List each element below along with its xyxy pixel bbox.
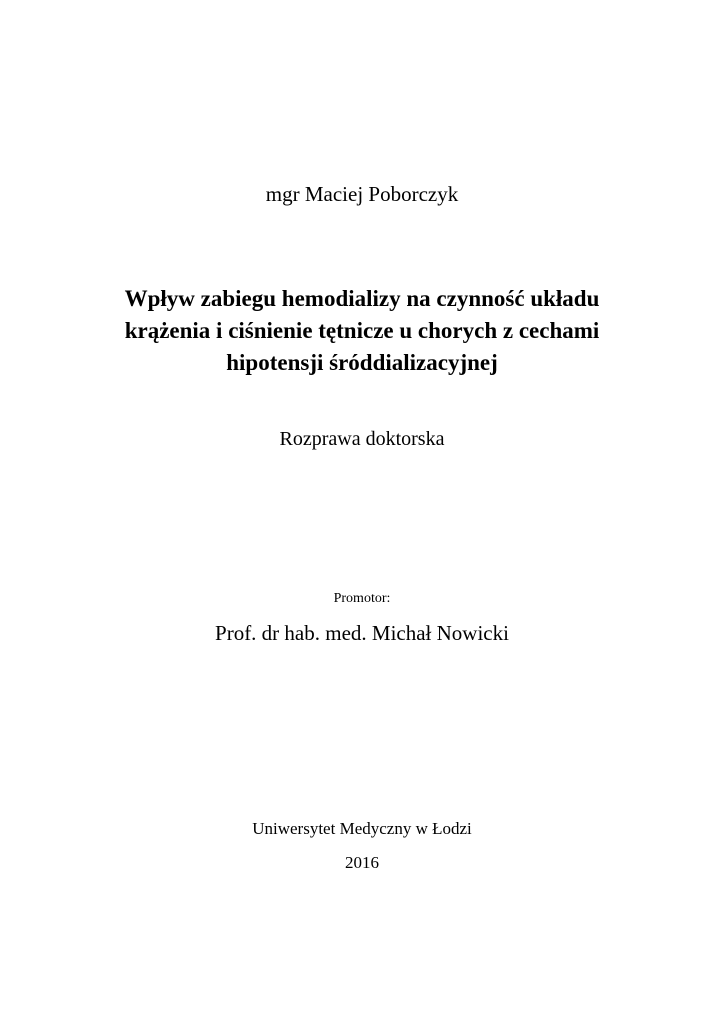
thesis-title <box>0 283 724 379</box>
thesis-title-line-2: krążenia i ciśnienie tętnicze u chorych z cechami <box>124 318 600 343</box>
thesis-title-line-1: Wpływ zabiegu hemodializy na czynność układu <box>124 286 600 311</box>
thesis-title-line-3: hipotensji śróddializacyjnej <box>226 350 498 375</box>
promotor-label: Promotor: <box>333 591 391 606</box>
promotor-name: Prof. dr hab. med. Michał Nowicki <box>215 621 509 645</box>
publication-year: 2016 <box>345 853 379 872</box>
author-name: mgr Maciej Poborczyk <box>265 182 459 206</box>
institution-name: Uniwersytet Medyczny w Łodzi <box>252 819 472 838</box>
document-type: Rozprawa doktorska <box>279 428 445 450</box>
